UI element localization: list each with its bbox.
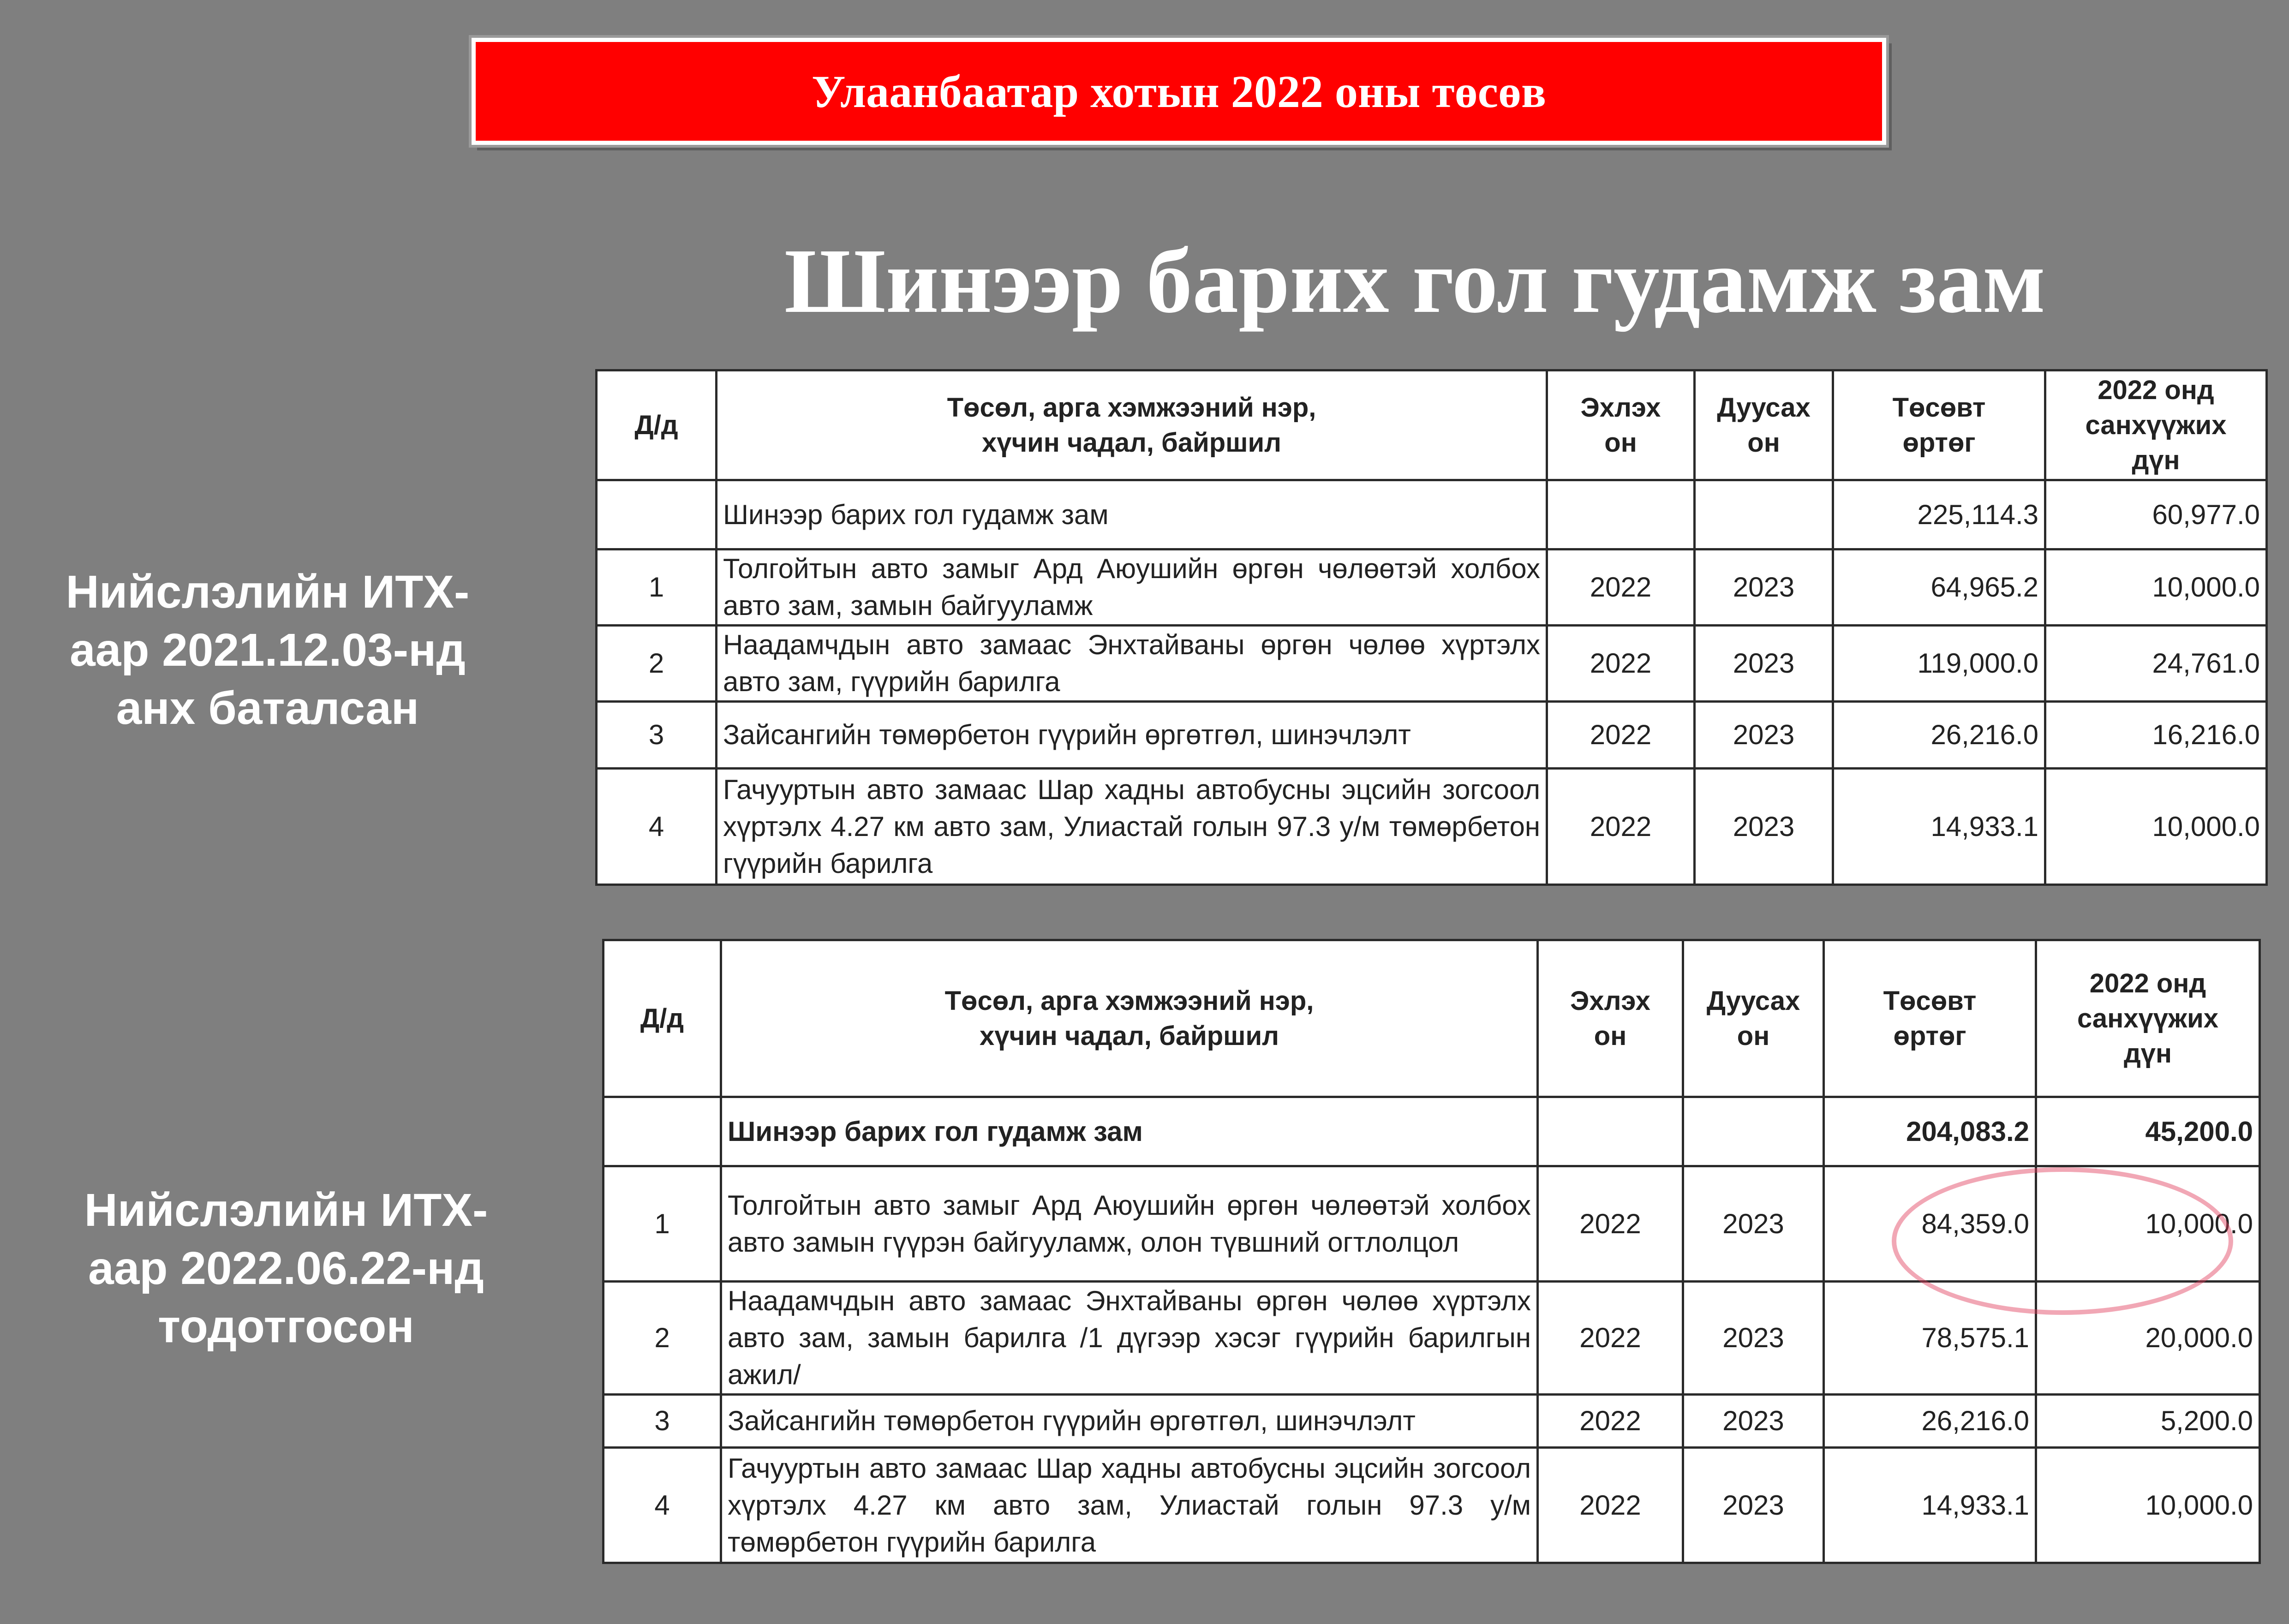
table-row: 3 Зайсангийн төмөрбетон гүүрийн өргөтгөл, шинэчлэлт 2022 2023 26,216.0 5,200.0: [604, 1395, 2260, 1448]
table-header-row: [604, 940, 2260, 1097]
banner-title: Улаанбаатар хотын 2022 оны төсөв: [811, 66, 1547, 117]
section-1-label: [5, 563, 531, 737]
table-row: 4 Гачууртын авто замаас Шар хадны автобусны эцсийн зогсоол хүртэлх 4.27 км авто зам, Улиастай голын 97.3 у/м төмөрбетон гүүрийн барилга 2022 2023 14,933.1 10,000.0: [604, 1448, 2260, 1563]
header-start-year: Эхлэх он: [1547, 370, 1695, 480]
header-name: Төсөл, арга хэмжээний нэр, хүчин чадал, байршил: [721, 940, 1538, 1097]
header-end-year: Дуусах он: [1695, 370, 1833, 480]
page-heading: Шинээр барих гол гудамж зам: [784, 230, 2046, 332]
title-banner: [472, 38, 1886, 145]
table-row: 1 Толгойтын авто замыг Ард Аюушийн өргөн чөлөөтэй холбох авто замын гүүрэн байгууламж, олон түвшний огтлолцол 2022 2023 84,359.0 10,000.0: [604, 1166, 2260, 1282]
header-cost: Төсөвт өртөг: [1833, 370, 2045, 480]
total-name: Шинээр барих гол гудамж зам: [721, 1097, 1538, 1166]
header-name: Төсөл, арга хэмжээний нэр, хүчин чадал, байршил: [717, 370, 1547, 480]
header-num: Д/д: [604, 940, 721, 1097]
total-fund: 45,200.0: [2036, 1097, 2260, 1166]
budget-table-revised: [602, 939, 2261, 1564]
header-fund: 2022 онд санхүүжих дүн: [2036, 940, 2260, 1097]
header-cost: Төсөвт өртөг: [1824, 940, 2036, 1097]
header-num: Д/д: [597, 370, 717, 480]
table-row: 2 Наадамчдын авто замаас Энхтайваны өргөн чөлөө хүртэлх авто зам, гүүрийн барилга 2022 2023 119,000.0 24,761.0: [597, 626, 2267, 702]
header-start-year: Эхлэх он: [1538, 940, 1683, 1097]
section-2-label-line: Нийслэлийн ИТХ-: [84, 1184, 488, 1236]
table-header-row: [597, 370, 2267, 480]
table-row: 1 Толгойтын авто замыг Ард Аюушийн өргөн чөлөөтэй холбох авто зам, замын байгууламж 2022 2023 64,965.2 10,000.0: [597, 549, 2267, 626]
budget-table-original: [595, 369, 2268, 886]
table-row: 2 Наадамчдын авто замаас Энхтайваны өргөн чөлөө хүртэлх авто зам, замын барилга /1 дүгээр хэсэг гүүрийн барилгын ажил/ 2022 2023 78,575.1 20,000.0: [604, 1282, 2260, 1395]
total-cost: 225,114.3: [1833, 480, 2045, 549]
section-1-label-line: анх баталсан: [116, 682, 419, 734]
section-1-label-line: Нийслэлийн ИТХ-: [66, 566, 470, 618]
total-fund: 60,977.0: [2045, 480, 2267, 549]
section-1-label-line: аар 2021.12.03-нд: [70, 624, 466, 676]
table-row: 3 Зайсангийн төмөрбетон гүүрийн өргөтгөл, шинэчлэлт 2022 2023 26,216.0 16,216.0: [597, 702, 2267, 769]
total-name: Шинээр барих гол гудамж зам: [717, 480, 1547, 549]
table-row: 4 Гачууртын авто замаас Шар хадны автобусны эцсийн зогсоол хүртэлх 4.27 км авто зам, Улиастай голын 97.3 у/м төмөрбетон гүүрийн барилга 2022 2023 14,933.1 10,000.0: [597, 769, 2267, 885]
table-total-row: [604, 1097, 2260, 1166]
header-end-year: Дуусах он: [1683, 940, 1824, 1097]
section-2-label: [23, 1181, 549, 1355]
section-2-label-line: тодотгосон: [158, 1301, 414, 1352]
section-2-label-line: аар 2022.06.22-нд: [88, 1242, 484, 1294]
header-fund: 2022 онд санхүүжих дүн: [2045, 370, 2267, 480]
table-total-row: [597, 480, 2267, 549]
total-cost: 204,083.2: [1824, 1097, 2036, 1166]
